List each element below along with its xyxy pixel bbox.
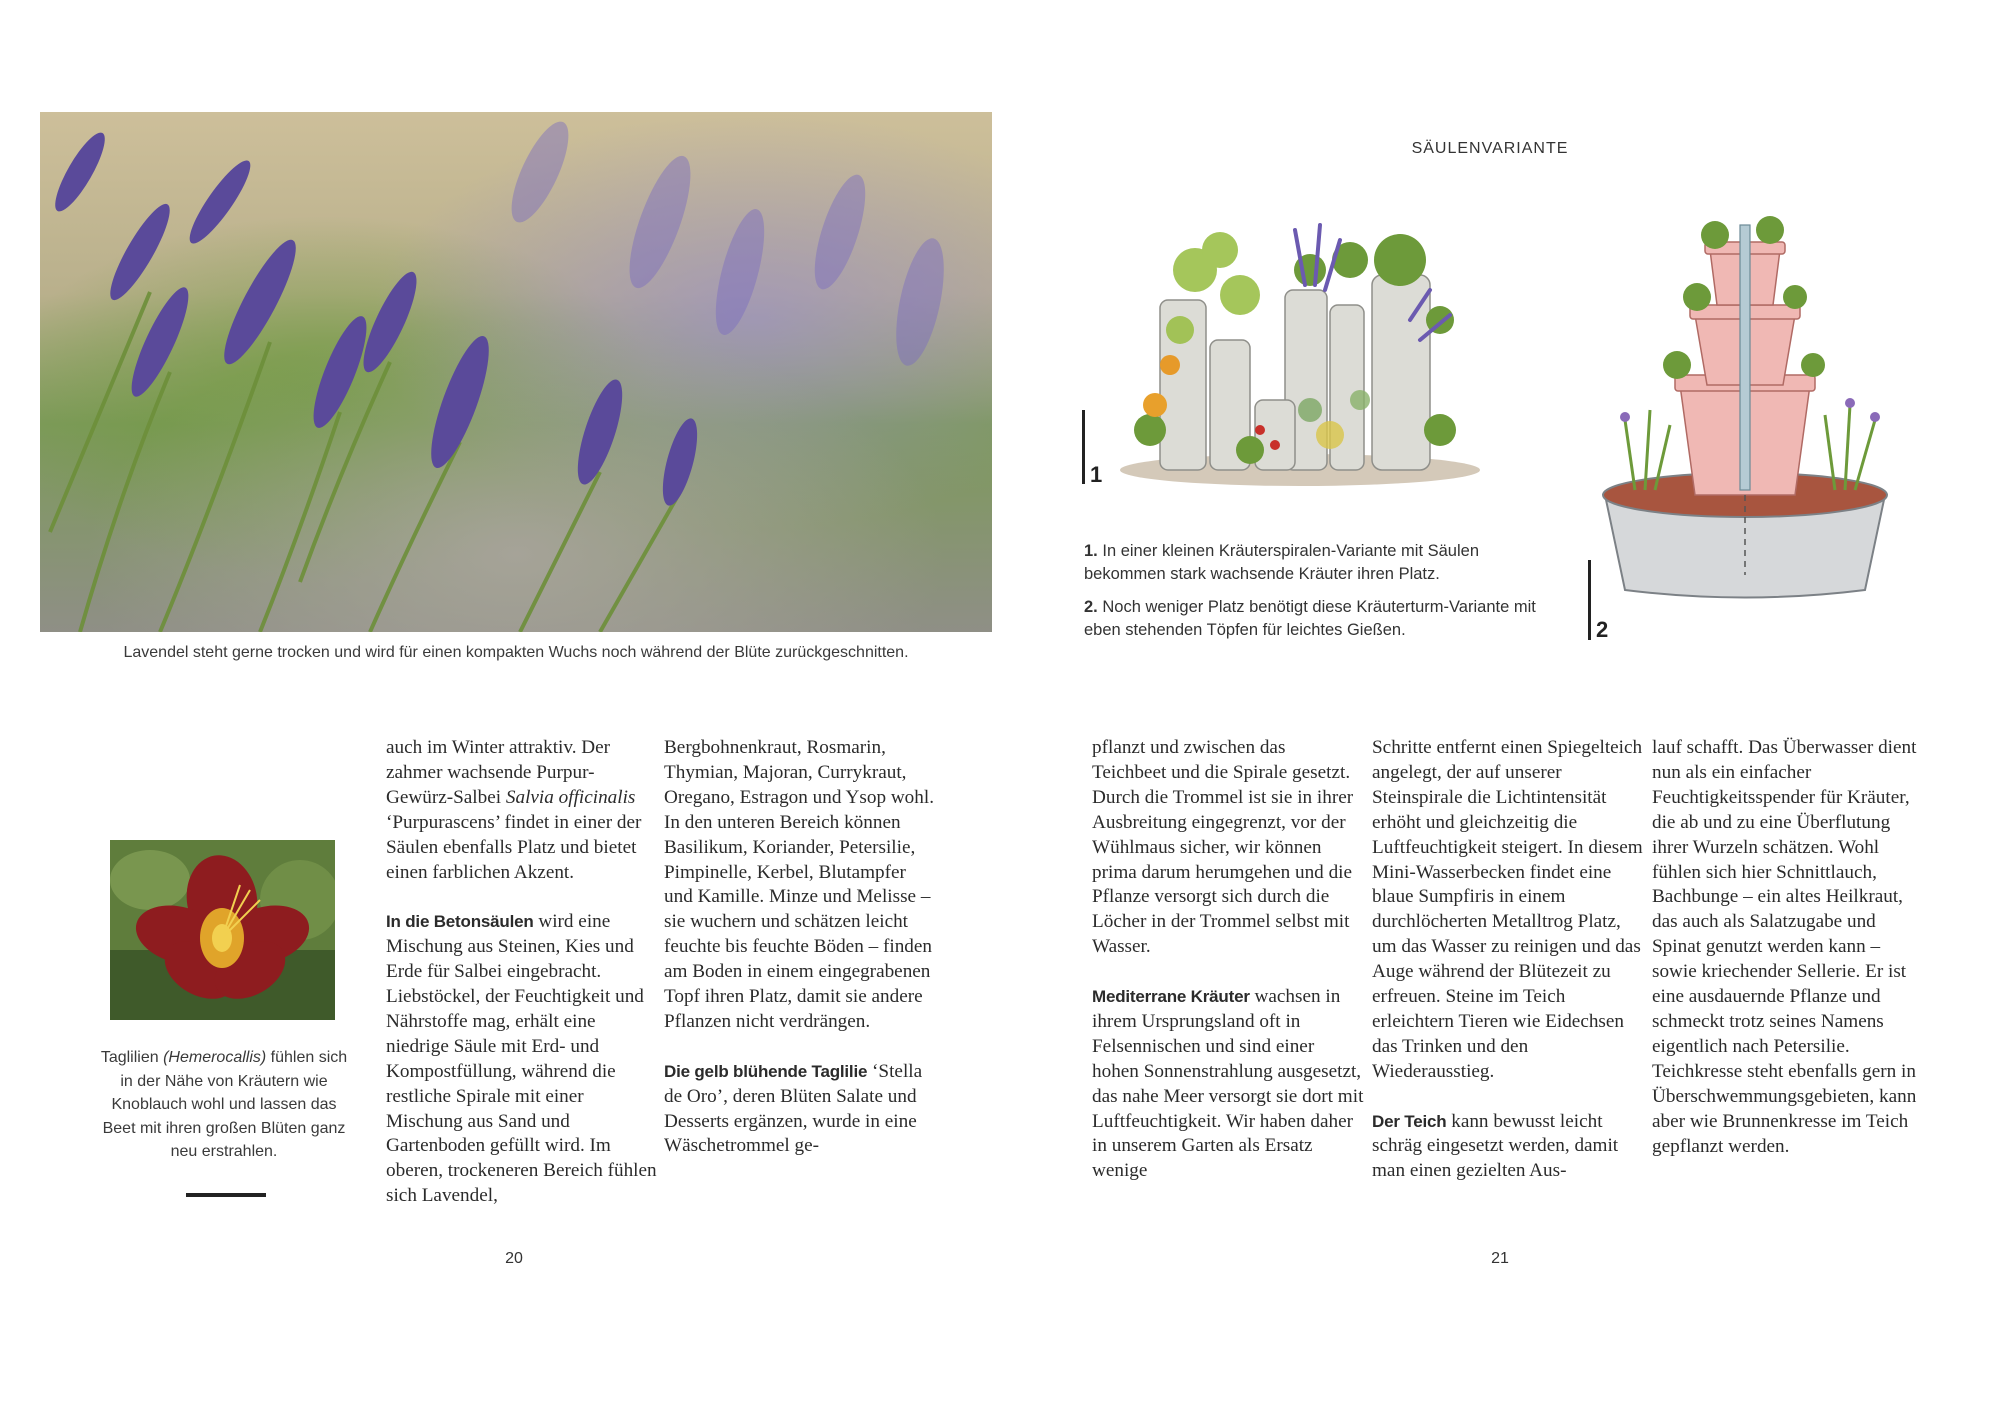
paragraph (1372, 1110, 1644, 1185)
paragraph: lauf schafft. Das Überwasser dient nun als ein einfacher Feuchtigkeitsspender für Kräuter, die ab und zu eine Überflutung ihrer Wurzeln schätzen. Wohl fühlen sich hier Schnittlauch, Bachbunge – ein altes Heilkraut, das auch als Salatzugabe und Spinat genutzt werden kann – sowie kriechender Sellerie. Er ist eine ausdauernde Pflanze und schmeckt trotz seines Namens eigentlich nach Petersilie. Teichkresse steht ebenfalls gern in Überschwemmungsgebieten, kann aber wie Brunnenkresse im Teich gepflanzt werden. (1652, 737, 1917, 1157)
herb-tower-illustration (1585, 205, 1905, 605)
figure-1-marker (1082, 410, 1085, 484)
daylily-latin-name: (Hemerocallis) (163, 1049, 267, 1066)
figure-1-number: 1 (1090, 462, 1103, 487)
daylily-caption-rest: fühlen sich in der Nähe von Kräutern wie Knoblauch wohl und lassen das Beet mit ihren großen Blüten ganz neu erstrahlen. (102, 1049, 348, 1160)
paragraph-text: kann bewusst leicht schräg eingesetzt werden, damit man einen gezielten Aus- (1372, 1110, 1619, 1182)
paragraph-text: auch im Winter attraktiv. Der zahmer wachsende Purpur-Gewürz-Salbei (386, 737, 611, 808)
paragraph: Bergbohnenkraut, Rosmarin, Thymian, Majoran, Currykraut, Oregano, Estragon und Ysop wohl. In den unteren Bereich können Basilikum, Koriander, Petersilie, Pimpinelle, Kerbel, Blutampfer und Kamille. Minze und Melisse – sie wuchern und schätzen leicht feuchte bis feuchte Böden – finden am Boden in einem eingegrabenen Topf ihren Platz, damit sie andere Pflanzen nicht verdrängen. (664, 737, 935, 1032)
latin-name: Salvia officinalis (505, 786, 636, 808)
page-number-left: 20 (505, 1250, 523, 1267)
lead-in: Mediterrane Kräuter (1092, 987, 1250, 1007)
daylily-caption-text: Taglilien (100, 1049, 164, 1066)
figure-2-caption (1084, 596, 1544, 642)
figure-1-caption-number: 1. (1084, 542, 1098, 560)
daylily-photo (110, 840, 335, 1020)
lavender-photo (40, 112, 992, 632)
lead-in: In die Betonsäulen (386, 912, 534, 932)
text-column-5 (1652, 736, 1924, 1159)
paragraph: pflanzt und zwischen das Teichbeet und die Spirale gesetzt. Durch die Trommel ist sie in ihrer Ausbreitung eingegrenzt, vor der Wühlmaus sicher, wir können prima darum herumgehen und die Pflanze versorgt sich durch die Löcher in der Trommel selbst mit Wasser. (1092, 737, 1354, 958)
figure-2-number: 2 (1596, 617, 1609, 642)
paragraph-text: ‘Stella de Oro’, deren Blüten Salate und Desserts ergänzen, wurde in eine Wäschetrommel ge- (664, 1060, 923, 1157)
paragraph-text: ‘Purpurascens’ findet in einer der Säulen ebenfalls Platz und bietet einen farblichen Akzent. (386, 811, 642, 883)
paragraph-text: wachsen in ihrem Ursprungsland oft in Felsennischen und sind einer hohen Sonnenstrahlung ausgesetzt, das nahe Meer versorgt sie dort mit Luftfeuchtigkeit. Wir haben daher in unserem Garten als Ersatz wenige (1092, 986, 1364, 1182)
figure-2-marker (1588, 560, 1591, 640)
figure-1-caption (1084, 540, 1544, 586)
section-label: SÄULENVARIANTE (1411, 140, 1569, 157)
column-spiral-illustration (1110, 200, 1490, 490)
text-column-3 (1092, 736, 1364, 1184)
paragraph (386, 736, 658, 885)
figure-1-caption-text: In einer kleinen Kräuterspiralen-Variante mit Säulen bekommen stark wachsende Kräuter ihren Platz. (1084, 542, 1480, 583)
paragraph: Schritte entfernt einen Spiegelteich angelegt, der auf unserer Steinspirale die Lichtintensität erhöht und gleichzeitig die Luftfeuchtigkeit steigert. In diesem Mini-Wasserbecken findet eine blaue Sumpfiris in einem durchlöcherten Metalltrog Platz, um das Wasser zu reinigen und das Auge während der Blütezeit zu erfreuen. Steine im Teich erleichtern Tieren wie Eidechsen das Trinken und den Wiederausstieg. (1372, 737, 1643, 1082)
paragraph (386, 910, 658, 1209)
daylily-caption (100, 1046, 348, 1164)
paragraph-text: wird eine Mischung aus Steinen, Kies und Erde für Salbei eingebracht. Liebstöckel, der Feuchtigkeit und Nährstoffe mag, erhält eine niedrige Säule mit Erd- und Kompostfüllung, während die restliche Spirale mit einer Mischung aus Sand und Gartenboden gefüllt wird. Im oberen, trockeneren Bereich fühlen sich Lavendel, (386, 911, 657, 1207)
figure-2-caption-number: 2. (1084, 598, 1098, 616)
paragraph (1092, 985, 1364, 1184)
paragraph (664, 1060, 936, 1160)
caption-rule (186, 1193, 266, 1197)
page-number-right: 21 (1491, 1250, 1509, 1267)
photo-caption: Lavendel steht gerne trocken und wird für einen kompakten Wuchs noch während der Blüte zurückgeschnitten. (123, 644, 909, 661)
text-column-2 (664, 736, 936, 1159)
text-column-1 (386, 736, 658, 1209)
figure-2-caption-text: Noch weniger Platz benötigt diese Kräuterturm-Variante mit eben stehenden Töpfen für leichtes Gießen. (1084, 598, 1536, 639)
lead-in: Der Teich (1372, 1111, 1447, 1131)
text-column-4 (1372, 736, 1644, 1184)
lead-in: Die gelb blühende Taglilie (664, 1061, 868, 1081)
